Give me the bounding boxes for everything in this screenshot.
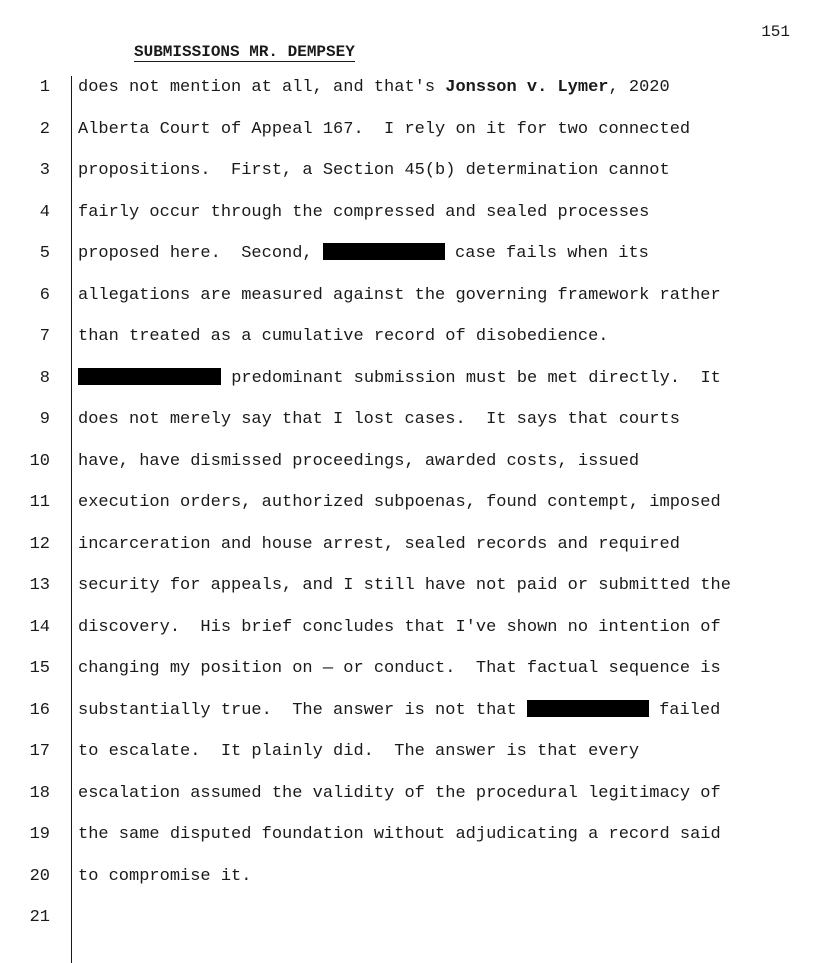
margin-rule [71,76,72,963]
line-number: 6 [39,286,50,305]
line-text-segment: does not mention at all, and that's [78,78,446,97]
line-number: 10 [29,452,50,471]
line-text-segment: discovery. His brief concludes that I've shown no intention of [78,618,721,637]
transcript-line [78,159,670,183]
line-number: 12 [29,535,50,554]
transcript-line [78,740,639,764]
line-number: 14 [29,618,50,637]
transcript-line [78,201,649,225]
line-number: 7 [39,327,50,346]
case-citation: Jonsson v. Lymer [445,78,609,97]
line-text-segment: security for appeals, and I still have not paid or submitted the [78,576,731,595]
line-number: 19 [29,825,50,844]
line-number: 21 [29,908,50,927]
transcript-line [78,823,721,847]
section-heading: SUBMISSIONS MR. DEMPSEY [134,43,355,61]
transcript-line [78,325,609,349]
line-number: 11 [29,493,50,512]
line-text-segment: case fails when its [444,244,649,263]
transcript-line [78,574,731,598]
line-text-segment: incarceration and house arrest, sealed records and required [78,535,680,554]
transcript-line [78,491,721,515]
line-text-segment: the same disputed foundation without adjudicating a record said [78,825,721,844]
line-text-segment: allegations are measured against the governing framework rather [78,286,721,305]
redaction-box [323,243,445,260]
line-number: 18 [29,784,50,803]
line-number: 20 [29,867,50,886]
transcript-line [78,118,690,142]
line-text-segment: substantially true. The answer is not that [78,701,527,720]
transcript-line [78,699,720,723]
line-text-segment: changing my position on — or conduct. That factual sequence is [78,659,721,678]
transcript-line [78,657,721,681]
redaction-box [78,368,221,385]
line-text-segment: escalation assumed the validity of the procedural legitimacy of [78,784,721,803]
transcript-line [78,616,721,640]
redaction-box [527,700,649,717]
line-text-segment: to escalate. It plainly did. The answer is that every [78,742,640,761]
transcript-line [78,408,680,432]
transcript-line [78,865,251,889]
line-number: 2 [39,120,50,139]
transcript-line [78,782,721,806]
line-text-segment: predominant submission must be met directly. It [221,369,721,388]
transcript-line [78,533,680,557]
transcript-line [78,450,639,474]
line-text-segment: have, have dismissed proceedings, awarded costs, issued [78,452,640,471]
line-number: 15 [29,659,50,678]
line-text-segment: propositions. First, a Section 45(b) determination cannot [78,161,670,180]
line-number: 13 [29,576,50,595]
line-number: 8 [39,369,50,388]
line-number: 16 [29,701,50,720]
line-text-segment: Alberta Court of Appeal 167. I rely on it for two connected [78,120,691,139]
page-number: 151 [761,23,790,41]
line-text-segment: execution orders, authorized subpoenas, found contempt, imposed [78,493,721,512]
line-number: 9 [39,410,50,429]
line-number: 17 [29,742,50,761]
line-number: 3 [39,161,50,180]
line-text-segment: failed [648,701,721,720]
line-text-segment: , 2020 [608,78,670,97]
line-text-segment: to compromise it. [78,867,252,886]
transcript-line [78,367,721,391]
line-number: 4 [39,203,50,222]
line-text-segment: than treated as a cumulative record of disobedience. [78,327,609,346]
transcript-line [78,284,721,308]
transcript-line [78,242,649,266]
line-number: 5 [39,244,50,263]
line-text-segment: does not merely say that I lost cases. It says that courts [78,410,680,429]
line-number: 1 [39,78,50,97]
transcript-line [78,76,670,100]
line-text-segment: fairly occur through the compressed and sealed processes [78,203,650,222]
line-text-segment: proposed here. Second, [78,244,323,263]
